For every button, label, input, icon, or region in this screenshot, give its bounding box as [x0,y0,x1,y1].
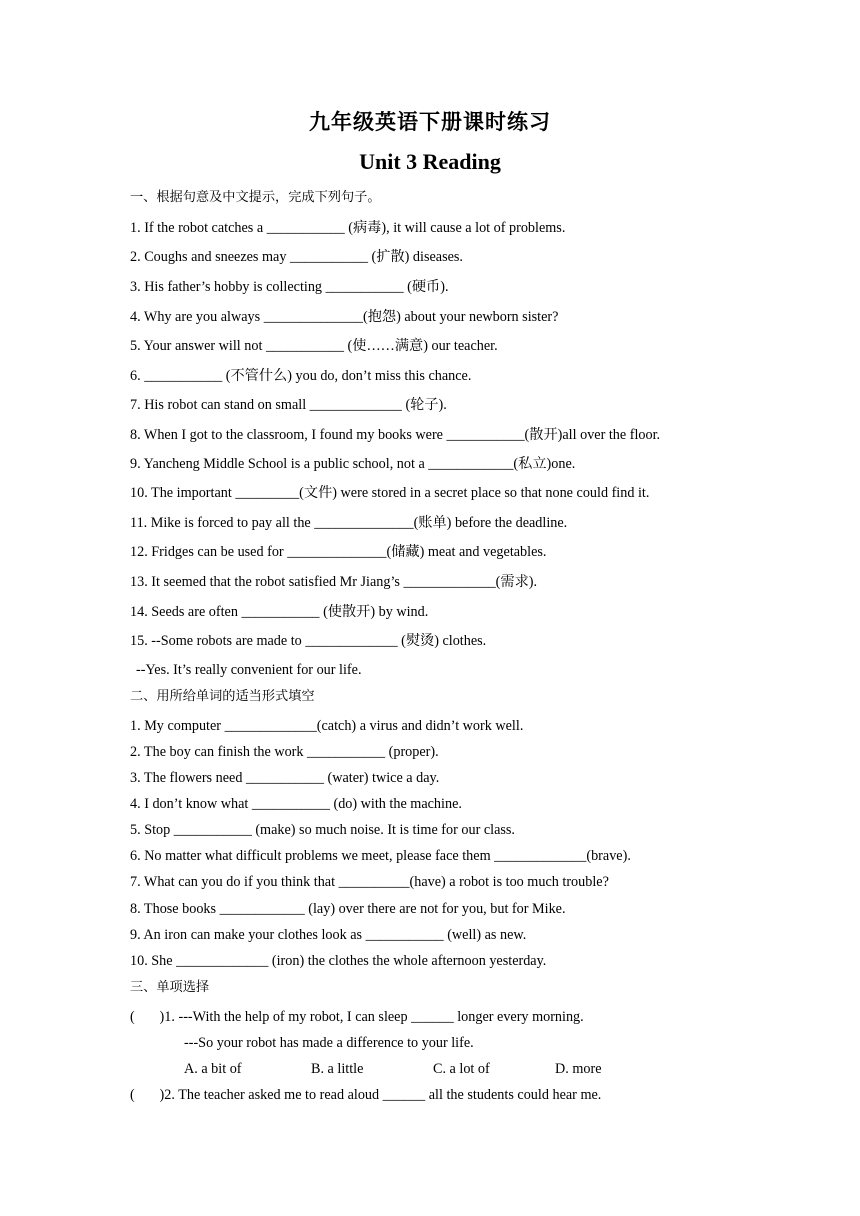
exercise-item: 3. The flowers need ___________ (water) twice a day. [130,770,440,786]
question-reply: ---So your robot has made a difference to your life. [184,1035,474,1051]
option-d: D. more [555,1061,602,1077]
option-c: C. a lot of [433,1061,490,1077]
exercise-item: 8. When I got to the classroom, I found my books were ___________(散开)all over the floor. [130,427,661,443]
exercise-item: 1. My computer _____________(catch) a virus and didn’t work well. [130,718,524,734]
section-heading: 三、单项选择 [130,980,210,995]
page-title: 九年级英语下册课时练习 [309,110,551,134]
option-b: B. a little [311,1061,364,1077]
exercise-item: 7. What can you do if you think that __________(have) a robot is too much trouble? [130,874,609,890]
exercise-item: 9. An iron can make your clothes look as ___________ (well) as new. [130,927,527,943]
exercise-item: 12. Fridges can be used for ______________(储藏) meat and vegetables. [130,544,547,560]
exercise-item: 5. Stop ___________ (make) so much noise. It is time for our class. [130,822,515,838]
exercise-item: 15. --Some robots are made to _____________ (熨烫) clothes. [130,633,487,649]
exercise-item: 10. She _____________ (iron) the clothes the whole afternoon yesterday. [130,953,547,969]
exercise-item: 6. ___________ (不管什么) you do, don’t miss this chance. [130,368,472,384]
exercise-item: 4. I don’t know what ___________ (do) with the machine. [130,796,462,812]
exercise-item: 7. His robot can stand on small _____________ (轮子). [130,397,447,413]
page-subtitle: Unit 3 Reading [359,149,501,174]
exercise-item: 5. Your answer will not ___________ (使……满意) our teacher. [130,338,498,354]
section-heading: 一、根据句意及中文提示，完成下列句子。 [130,190,381,205]
question-stem: ( )2. The teacher asked me to read aloud ______ all the students could hear me. [130,1087,602,1103]
exercise-item: 4. Why are you always ______________(抱怨) about your newborn sister? [130,309,559,325]
exercise-item: 9. Yancheng Middle School is a public school, not a ____________(私立)one. [130,456,576,472]
exercise-item: 6. No matter what difficult problems we meet, please face them _____________(brave). [130,848,631,864]
exercise-item: 2. Coughs and sneezes may ___________ (扩散) diseases. [130,249,463,265]
exercise-item: 1. If the robot catches a ___________ (病毒), it will cause a lot of problems. [130,220,566,236]
exercise-item: 8. Those books ____________ (lay) over there are not for you, but for Mike. [130,901,566,917]
exercise-item: 14. Seeds are often ___________ (使散开) by wind. [130,604,429,620]
exercise-item-continuation: --Yes. It’s really convenient for our life. [136,662,362,678]
exercise-item: 11. Mike is forced to pay all the ______________(账单) before the deadline. [130,515,568,531]
exercise-item: 3. His father’s hobby is collecting ___________ (硬币). [130,279,449,295]
exercise-item: 13. It seemed that the robot satisfied Mr Jiang’s _____________(需求). [130,574,538,590]
section-heading: 二、用所给单词的适当形式填空 [130,689,315,704]
exercise-item: 10. The important _________(文件) were stored in a secret place so that none could find it. [130,485,650,501]
option-a: A. a bit of [184,1061,242,1077]
exercise-item: 2. The boy can finish the work ___________ (proper). [130,744,439,760]
question-stem: ( )1. ---With the help of my robot, I can sleep ______ longer every morning. [130,1009,584,1025]
